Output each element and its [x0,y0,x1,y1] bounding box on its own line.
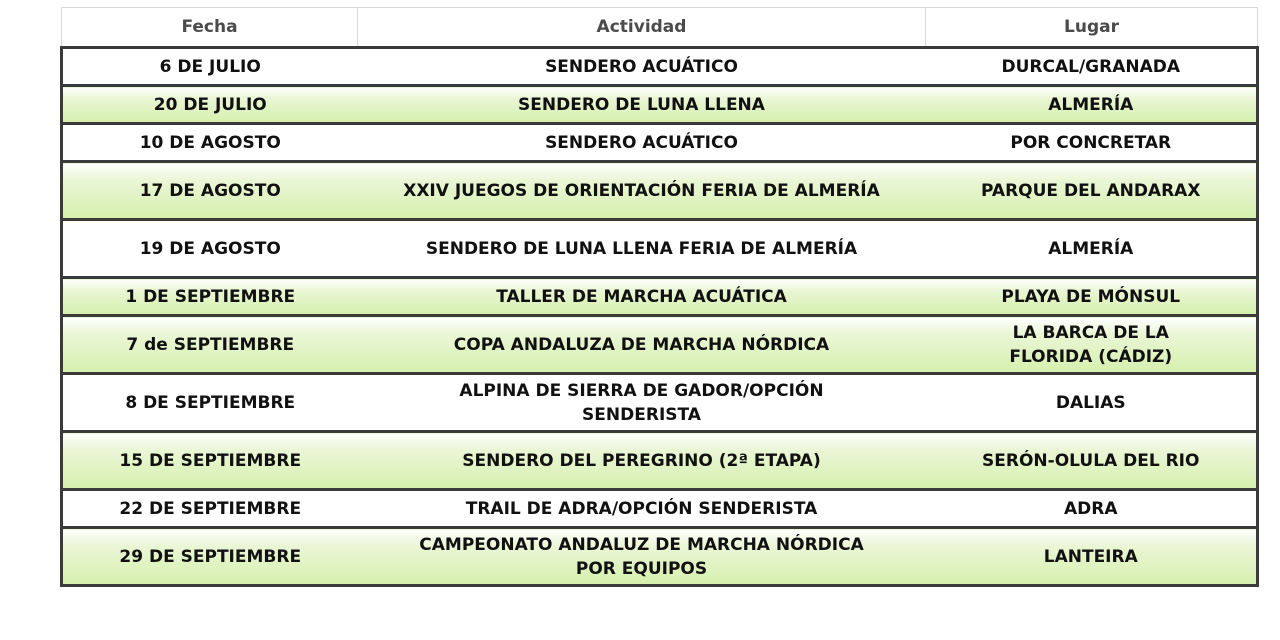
cell-fecha: 15 DE SEPTIEMBRE [62,432,358,490]
cell-fecha: 7 de SEPTIEMBRE [62,316,358,374]
cell-fecha: 17 DE AGOSTO [62,162,358,220]
cell-lugar: LA BARCA DE LA FLORIDA (CÁDIZ) [926,316,1258,374]
header-lugar: Lugar [926,8,1258,48]
cell-fecha: 10 DE AGOSTO [62,124,358,162]
cell-fecha: 22 DE SEPTIEMBRE [62,490,358,528]
cell-actividad: SENDERO ACUÁTICO [358,124,926,162]
schedule-document [60,7,1256,587]
table-row [62,490,1258,528]
table-row [62,316,1258,374]
cell-lugar: ALMERÍA [926,220,1258,278]
cell-lugar: ALMERÍA [926,86,1258,124]
cell-actividad: ALPINA DE SIERRA DE GADOR/OPCIÓN SENDERISTA [358,374,926,432]
cell-lugar: DALIAS [926,374,1258,432]
cell-actividad: TRAIL DE ADRA/OPCIÓN SENDERISTA [358,490,926,528]
table-row [62,432,1258,490]
table-row [62,220,1258,278]
cell-lugar: DURCAL/GRANADA [926,48,1258,86]
cell-actividad: SENDERO DEL PEREGRINO (2ª ETAPA) [358,432,926,490]
cell-lugar: PARQUE DEL ANDARAX [926,162,1258,220]
header-actividad: Actividad [358,8,926,48]
table-row [62,48,1258,86]
cell-lugar: SERÓN-OLULA DEL RIO [926,432,1258,490]
cell-fecha: 6 DE JULIO [62,48,358,86]
cell-actividad: XXIV JUEGOS DE ORIENTACIÓN FERIA DE ALMERÍA [358,162,926,220]
cell-actividad: SENDERO ACUÁTICO [358,48,926,86]
table-row [62,278,1258,316]
cell-actividad: CAMPEONATO ANDALUZ DE MARCHA NÓRDICA POR EQUIPOS [358,528,926,586]
cell-lugar: POR CONCRETAR [926,124,1258,162]
cell-actividad: SENDERO DE LUNA LLENA FERIA DE ALMERÍA [358,220,926,278]
cell-actividad: TALLER DE MARCHA ACUÁTICA [358,278,926,316]
table-row [62,124,1258,162]
table-header [62,8,1258,48]
cell-fecha: 19 DE AGOSTO [62,220,358,278]
cell-lugar: ADRA [926,490,1258,528]
cell-fecha: 8 DE SEPTIEMBRE [62,374,358,432]
cell-lugar: PLAYA DE MÓNSUL [926,278,1258,316]
cell-fecha: 29 DE SEPTIEMBRE [62,528,358,586]
cell-lugar: LANTEIRA [926,528,1258,586]
table-row [62,86,1258,124]
table-row [62,528,1258,586]
header-row [62,8,1258,48]
cell-actividad: SENDERO DE LUNA LLENA [358,86,926,124]
cell-fecha: 1 DE SEPTIEMBRE [62,278,358,316]
cell-actividad: COPA ANDALUZA DE MARCHA NÓRDICA [358,316,926,374]
activity-schedule-table [60,7,1259,587]
table-row [62,162,1258,220]
header-fecha: Fecha [62,8,358,48]
table-body [62,48,1258,586]
table-row [62,374,1258,432]
cell-fecha: 20 DE JULIO [62,86,358,124]
